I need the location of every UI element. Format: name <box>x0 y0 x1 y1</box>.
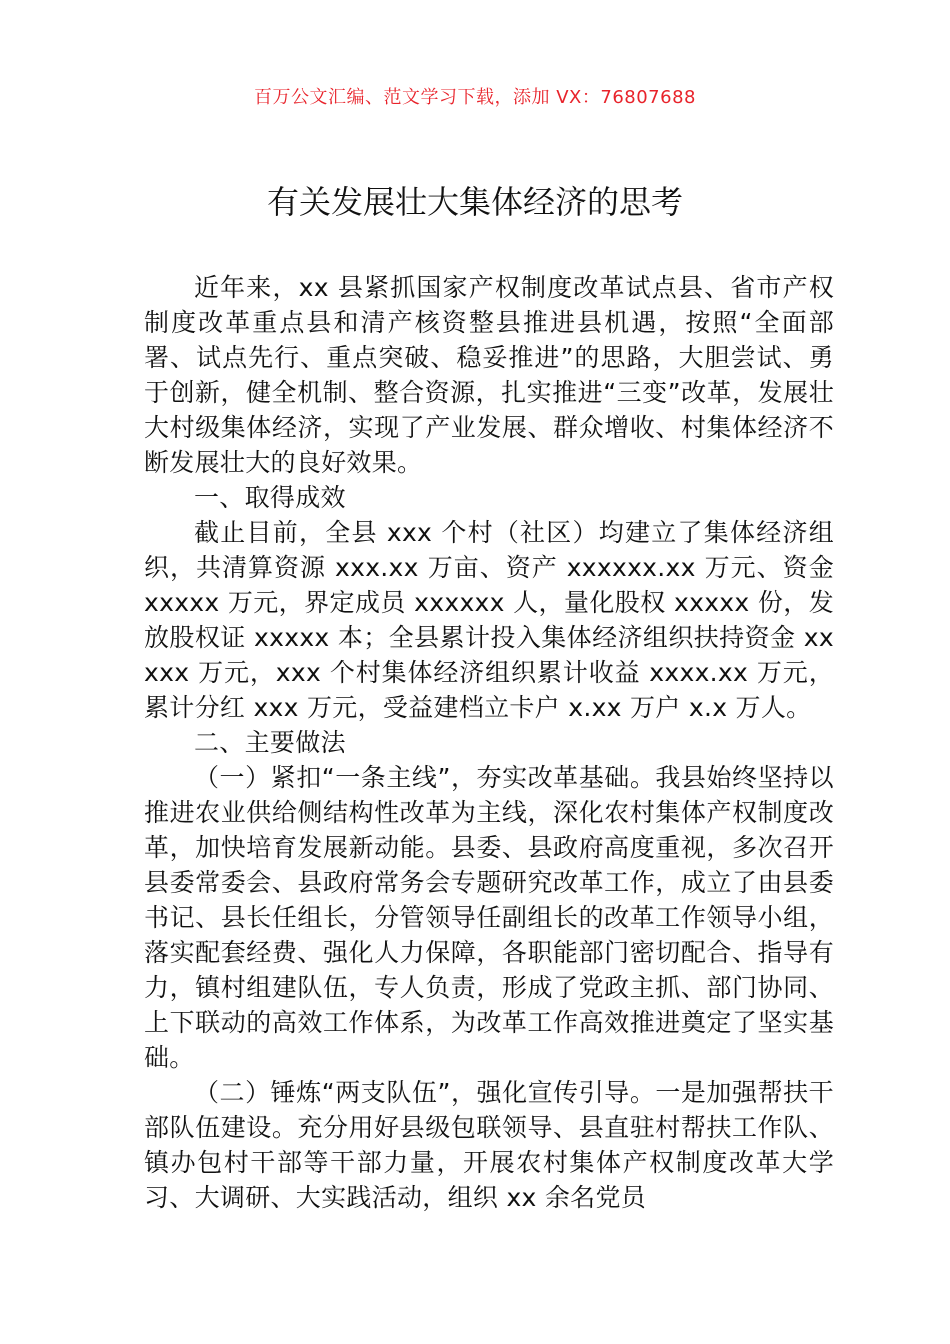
practice-paragraph-1: （一）紧扣“一条主线”，夯实改革基础。我县始终坚持以推进农业供给侧结构性改革为主线，深化农村集体产权制度改革，加快培育发展新动能。县委、县政府高度重视，多次召开县委常委会、县政府常务会专题研究改革工作，成立了由县委书记、县长任组长，分管领导任副组长的改革工作领导小组，落实配套经费、强化人力保障，各职能部门密切配合、指导有力，镇村组建队伍，专人负责，形成了党政主抓、部门协同、上下联动的高效工作体系，为改革工作高效推进奠定了坚实基础。 <box>144 763 834 1072</box>
practice-paragraph-2: （二）锤炼“两支队伍”，强化宣传引导。一是加强帮扶干部队伍建设。充分用好县级包联领导、县直驻村帮扶工作队、镇办包村干部等干部力量，开展农村集体产权制度改革大学习、大调研、大实践活动，组织 xx 余名党员 <box>144 1078 834 1212</box>
intro-paragraph: 近年来，xx 县紧抓国家产权制度改革试点县、省市产权制度改革重点县和清产核资整县推进县机遇，按照“全面部署、试点先行、重点突破、稳妥推进”的思路，大胆尝试、勇于创新，健全机制、整合资源，扎实推进“三变”改革，发展壮大村级集体经济，实现了产业发展、群众增收、村集体经济不断发展壮大的良好效果。 <box>144 273 834 477</box>
section-heading-practices: 二、主要做法 <box>194 728 346 757</box>
achievements-paragraph: 截止目前，全县 xxx 个村（社区）均建立了集体经济组织，共清算资源 xxx.xx 万亩、资产 xxxxxx.xx 万元、资金 xxxxx 万元，界定成员 xxxxxx 人，量化股权 xxxxx 份，发放股权证 xxxxx 本；全县累计投入集体经济组织扶持资金 xxxxx 万元，xxx 个村集体经济组织累计收益 xxxx.xx 万元，累计分红 xxx 万元，受益建档立卡户 x.xx 万户 x.x 万人。 <box>144 518 834 722</box>
document-title: 有关发展壮大集体经济的思考 <box>266 183 683 221</box>
section-heading-achievements: 一、取得成效 <box>194 483 346 512</box>
document-body <box>144 270 834 1215</box>
header-note: 百万公文汇编、范文学习下载，添加 VX：76807688 <box>254 87 696 108</box>
